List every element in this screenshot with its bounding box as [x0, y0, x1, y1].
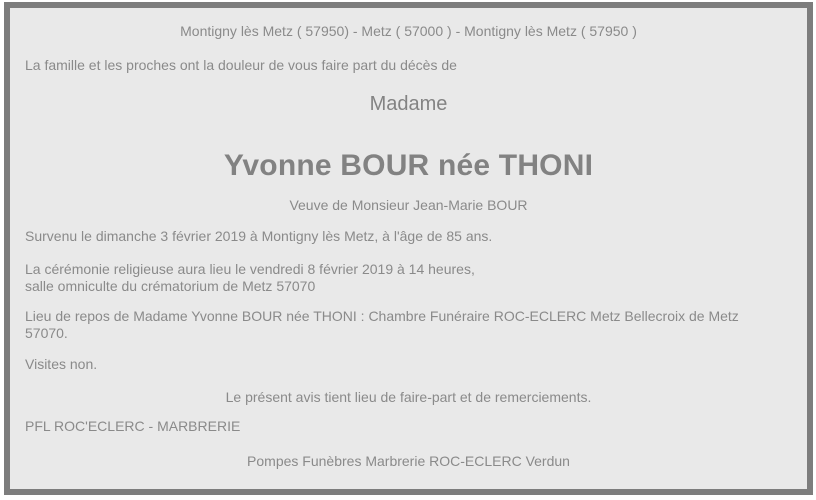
footer-signature: Pompes Funèbres Marbrerie ROC-ECLERC Verdun	[247, 453, 570, 469]
intro-text: La famille et les proches ont la douleur de vous faire part du décès de	[25, 57, 457, 73]
ceremony-line-1: La cérémonie religieuse aura lieu le vendredi 8 février 2019 à 14 heures,	[25, 261, 475, 277]
header-locations: Montigny lès Metz ( 57950) - Metz ( 57000 ) - Montigny lès Metz ( 57950 )	[180, 23, 637, 39]
civility-title: Madame	[369, 93, 448, 115]
repose-paragraph	[25, 308, 792, 342]
ceremony-paragraph	[25, 261, 792, 295]
death-info-text: Survenu le dimanche 3 février 2019 à Montigny lès Metz, à l'âge de 85 ans.	[25, 228, 493, 244]
ceremony-line-2: salle omniculte du crématorium de Metz 57070	[25, 278, 316, 294]
repose-line-2: 57070.	[25, 325, 68, 341]
visits-text: Visites non.	[25, 356, 98, 372]
deceased-name: Yvonne BOUR née THONI	[223, 149, 594, 182]
repose-line-1: Lieu de repos de Madame Yvonne BOUR née THONI : Chambre Funéraire ROC-ECLERC Metz Bellecroix de Metz	[25, 308, 739, 324]
relationship-text: Veuve de Monsieur Jean-Marie BOUR	[289, 197, 528, 213]
death-notice-document	[4, 2, 813, 495]
funeral-home-name: PFL ROC'ECLERC - MARBRERIE	[25, 418, 241, 434]
closing-text: Le présent avis tient lieu de faire-part et de remerciements.	[225, 389, 592, 405]
